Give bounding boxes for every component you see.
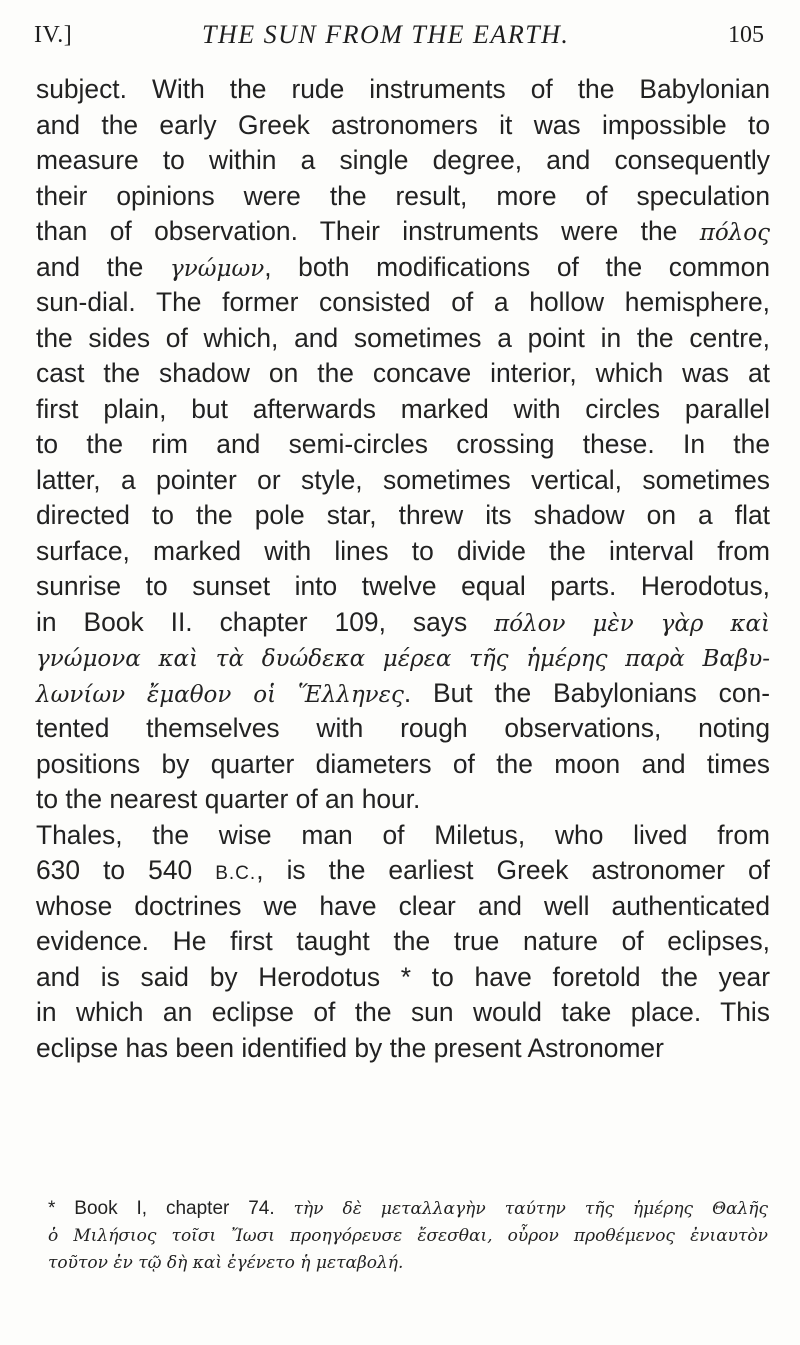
text-run: their opinions were the result, more of speculation xyxy=(36,180,770,211)
text-run: evidence. He first taught the true nature of eclipses, xyxy=(36,926,770,956)
body-line xyxy=(36,995,770,1031)
body-line xyxy=(36,250,770,286)
body-line xyxy=(36,889,770,925)
body-line xyxy=(36,924,770,960)
greek-text: γνώμων xyxy=(170,255,265,282)
body-line xyxy=(36,498,770,534)
text-run: first plain, but afterwards marked with circles parallel xyxy=(36,393,770,424)
body-line xyxy=(36,214,770,250)
body-line xyxy=(36,1031,770,1067)
body-line xyxy=(36,569,770,605)
text-run: surface, marked with lines to divide the interval from xyxy=(36,535,770,566)
footnote-line xyxy=(48,1249,768,1276)
body-text xyxy=(36,72,770,1066)
text-run: latter, a pointer or style, sometimes vertical, sometimes xyxy=(36,464,770,495)
text-run: and is said by Herodotus * to have foretold the year xyxy=(36,961,770,992)
body-line xyxy=(36,392,770,428)
body-line xyxy=(36,285,770,321)
greek-text: λωνίων ἔμαθον οἱ Ἕλληνες xyxy=(36,681,404,708)
greek-text: τὴν δὲ μεταλλαγὴν ταύτην τῆς ἡμέρης Θαλῆς xyxy=(293,1199,768,1219)
text-run: eclipse has been identified by the present Astronomer xyxy=(36,1032,664,1063)
text-run: , both modifications of the common xyxy=(264,251,770,282)
body-line xyxy=(36,676,770,712)
body-line xyxy=(36,427,770,463)
text-run: directed to the pole star, threw its shadow on a flat xyxy=(36,500,770,530)
text-run: . But the Babylonians con- xyxy=(403,677,770,708)
text-run: subject. With the rude instruments of the Babylonian xyxy=(36,74,770,104)
text-run: and the early Greek astronomers it was impossible to xyxy=(36,109,770,140)
body-line xyxy=(36,108,770,144)
text-run: measure to within a single degree, and consequently xyxy=(36,145,770,175)
body-line xyxy=(36,72,770,108)
footnote xyxy=(48,1195,768,1276)
running-header xyxy=(34,18,764,54)
text-run: and the xyxy=(36,251,171,282)
text-run: whose doctrines we have clear and well authenticated xyxy=(36,890,770,921)
text-run: 630 to 540 xyxy=(36,855,216,885)
text-run: * Book I, chapter 74. xyxy=(48,1198,294,1219)
text-run: sunrise to sunset into twelve equal parts. Herodotus, xyxy=(36,571,770,601)
text-run: Thales, the wise man of Miletus, who lived from xyxy=(36,819,770,850)
page-number: 105 xyxy=(728,22,764,48)
text-run: B.C. xyxy=(215,863,257,884)
text-run: the sides of which, and sometimes a point in the centre, xyxy=(36,322,770,353)
footnote-line xyxy=(48,1195,768,1222)
text-run: , is the earliest Greek astronomer of xyxy=(256,855,770,885)
text-run: in which an eclipse of the sun would take place. This xyxy=(36,997,770,1027)
text-run: than of observation. Their instruments were the xyxy=(36,216,700,246)
text-run: sun-dial. The former consisted of a hollow hemisphere, xyxy=(36,287,770,317)
greek-text: πόλος xyxy=(699,220,770,246)
greek-text: ὁ Μιλήσιος τοῖσι Ἴωσι προηγόρευσε ἔσεσθαι, οὖρον προθέμενος ἐνιαυτὸν xyxy=(48,1226,768,1246)
body-line xyxy=(36,747,770,783)
footnote-line xyxy=(48,1222,768,1249)
text-run: tented themselves with rough observations, noting xyxy=(36,713,770,743)
body-line xyxy=(36,321,770,357)
text-run: positions by quarter diameters of the moon and times xyxy=(36,748,770,779)
text-run: to the nearest quarter of an hour. xyxy=(36,784,421,814)
text-run: in Book II. chapter 109, says xyxy=(36,606,495,637)
greek-text: γνώμονα καὶ τὰ δυώδεκα μέρεα τῆς ἡμέρης παρὰ Βαβυ- xyxy=(36,646,770,672)
body-line xyxy=(36,463,770,499)
body-line xyxy=(36,960,770,996)
body-line xyxy=(36,534,770,570)
body-line xyxy=(36,853,770,889)
text-run: to the rim and semi-circles crossing these. In the xyxy=(36,429,770,459)
text-run: cast the shadow on the concave interior, which was at xyxy=(36,358,770,388)
running-title: THE SUN FROM THE EARTH. xyxy=(202,20,570,49)
greek-text: τοῦτον ἐν τῷ δὴ καὶ ἐγένετο ἡ μεταβολή. xyxy=(48,1253,404,1273)
greek-text: πόλον μὲν γὰρ καὶ xyxy=(494,610,770,637)
body-line xyxy=(36,782,770,818)
body-line xyxy=(36,818,770,854)
body-line xyxy=(36,711,770,747)
body-line xyxy=(36,143,770,179)
body-line xyxy=(36,179,770,215)
chapter-marker: IV.] xyxy=(34,22,73,48)
body-line xyxy=(36,605,770,641)
body-line xyxy=(36,640,770,676)
body-line xyxy=(36,356,770,392)
